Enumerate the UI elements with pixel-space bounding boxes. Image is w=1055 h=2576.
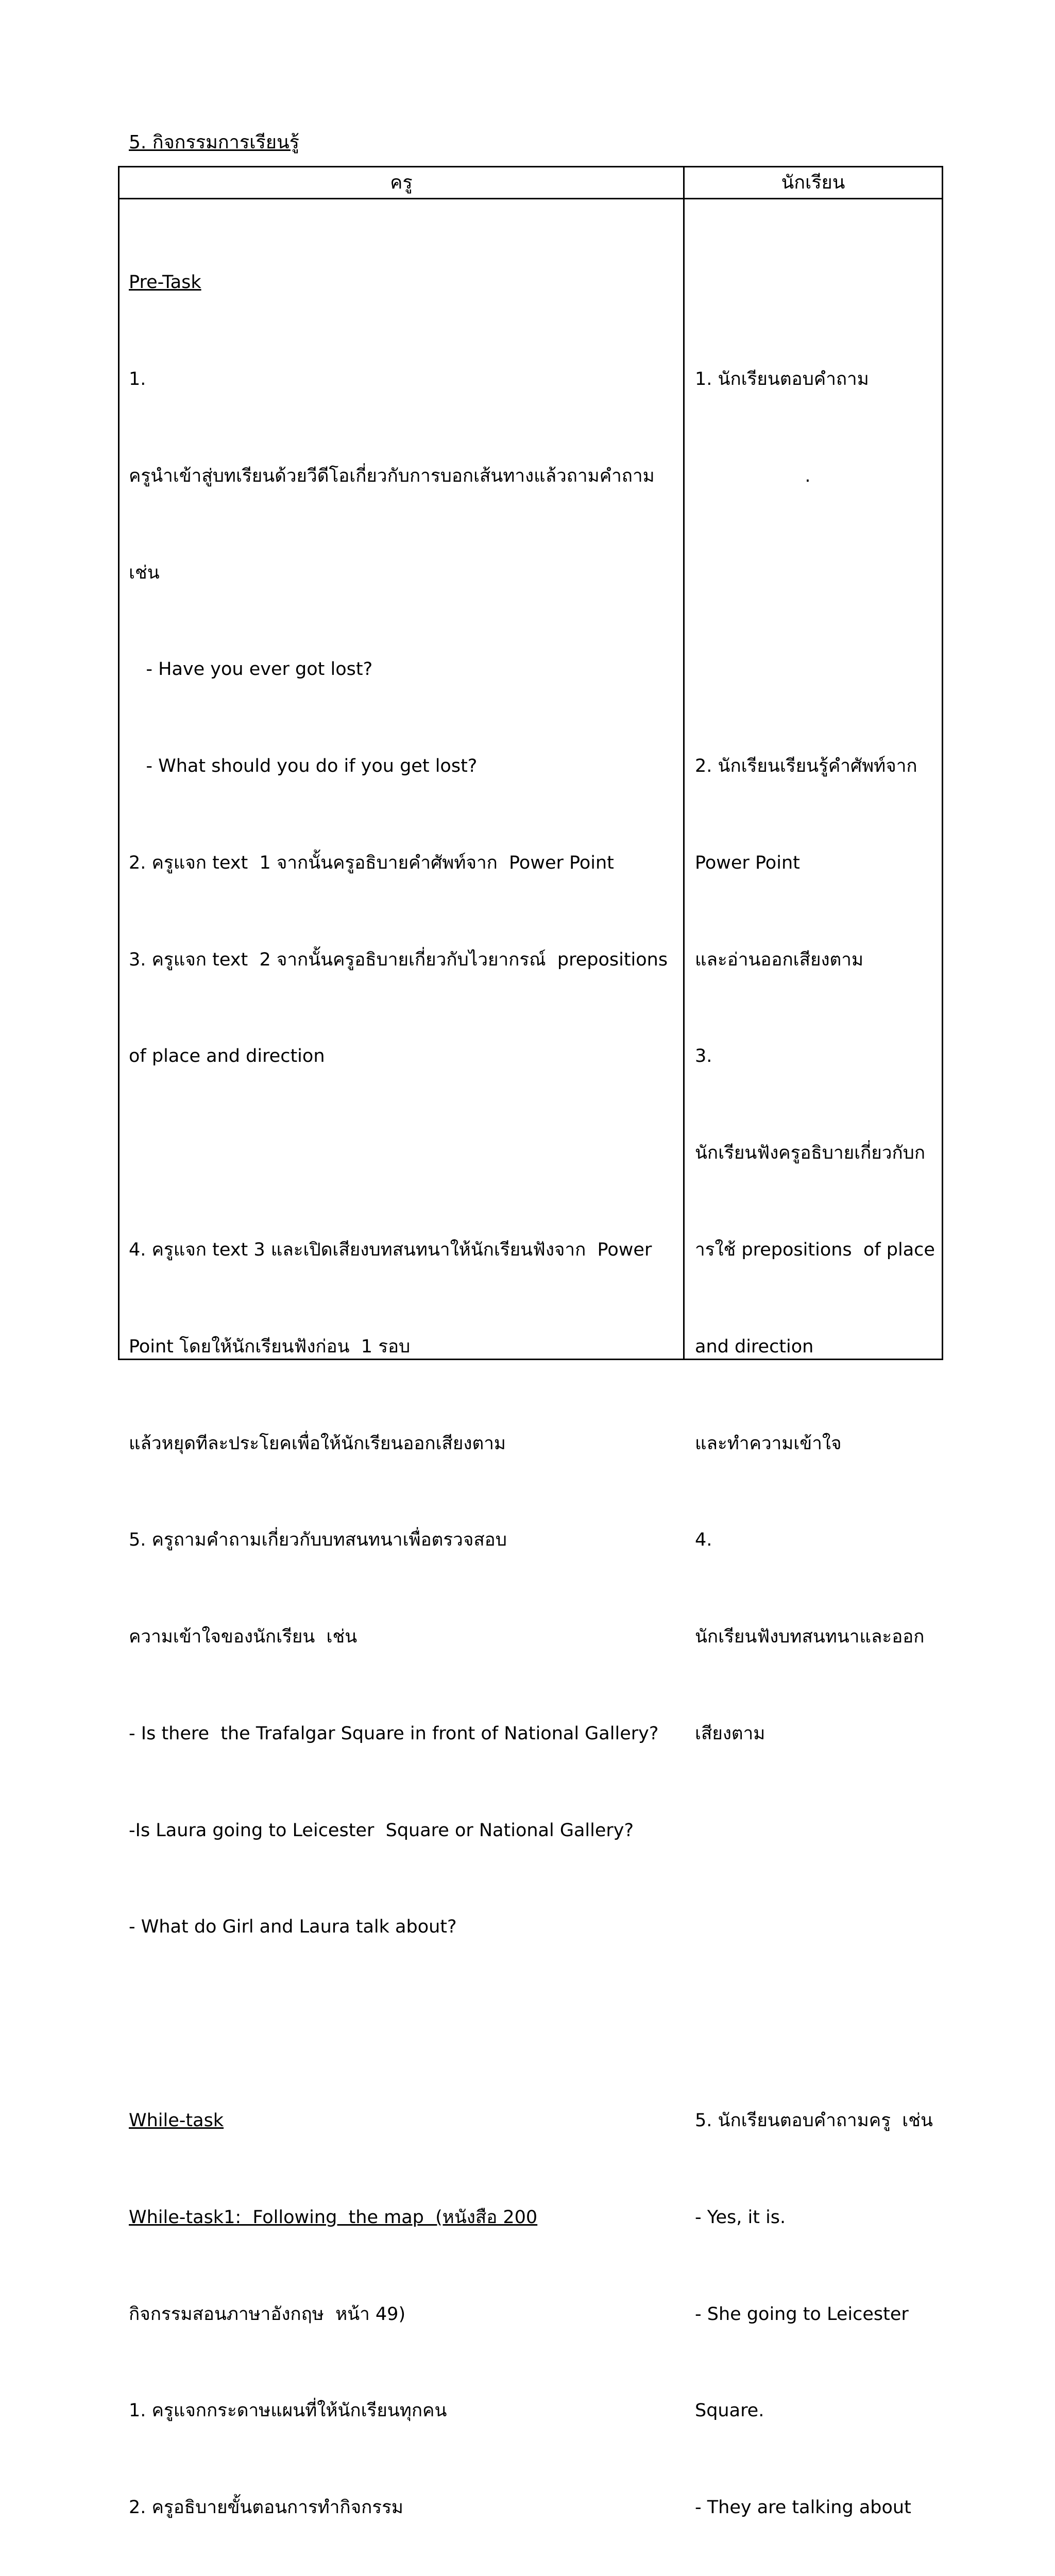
student-line: - She going to Leicester [695, 2303, 909, 2325]
teacher-line: ความเข้าใจของนักเรียน เช่น [129, 1626, 358, 1648]
teacher-line: While-task [129, 2110, 224, 2131]
student-line: - They are talking about [695, 2497, 911, 2518]
teacher-line: While-task1: Following the map (หนังสือ 200 [129, 2207, 538, 2228]
student-line: 3. [695, 1046, 712, 1067]
student-line: 4. [695, 1530, 712, 1551]
header-divider [118, 198, 943, 199]
student-line: - Yes, it is. [695, 2207, 786, 2228]
teacher-line [129, 1137, 680, 1170]
teacher-line: - What do Girl and Laura talk about? [129, 1917, 457, 1938]
student-line [695, 266, 941, 299]
student-line [695, 557, 941, 589]
teacher-line: 2. ครูแจก text 1 จากนั้นครูอธิบายคำศัพท์จาก Power Point [129, 852, 614, 873]
teacher-line: of place and direction [129, 1046, 325, 1067]
student-line: และอ่านออกเสียงตาม [695, 949, 864, 970]
student-line [695, 653, 941, 686]
teacher-line: 1. ครูแจกกระดาษแผนที่ให้นักเรียนทุกคน [129, 2400, 447, 2421]
student-line: 1. นักเรียนตอบคำถาม [695, 368, 869, 389]
teacher-line: 2. ครูอธิบายขั้นตอนการทำกิจกรรม [129, 2497, 403, 2518]
teacher-line: 4. ครูแจก text 3 และเปิดเสียงบทสนทนาให้นักเรียนฟังจาก Power [129, 1240, 652, 1260]
teacher-line: กิจกรรมสอนภาษาอังกฤษ หน้า 49) [129, 2303, 406, 2325]
teacher-line [129, 2008, 680, 2040]
teacher-line: เช่น [129, 562, 160, 583]
student-line: และทำความเข้าใจ [695, 1433, 842, 1454]
teacher-line: Point โดยให้นักเรียนฟังก่อน 1 รอบ [129, 1336, 411, 1357]
teacher-line: 3. ครูแจก text 2 จากนั้นครูอธิบายเกี่ยวกับไวยากรณ์ prepositions [129, 949, 668, 970]
teacher-line: -Is Laura going to Leicester Square or National Gallery? [129, 1820, 634, 1841]
student-line: นักเรียนฟังบทสนทนาและออก [695, 1626, 925, 1648]
student-line [695, 2008, 941, 2040]
student-line: 2. นักเรียนเรียนรู้คำศัพท์จาก [695, 756, 917, 777]
student-line: Square. [695, 2400, 764, 2421]
student-line: นักเรียนฟังครูอธิบายเกี่ยวกับก [695, 1143, 926, 1164]
teacher-line: 5. ครูถามคำถามเกี่ยวกับบทสนทนาเพื่อตรวจสอบ [129, 1530, 507, 1551]
teacher-line: 1. [129, 368, 146, 389]
teacher-line: ครูนำเข้าสู่บทเรียนด้วยวีดีโอเกี่ยวกับการบอกเส้นทางแล้วถามคำถาม [129, 465, 655, 486]
student-line: . [805, 465, 811, 486]
student-line: เสียงตาม [695, 1723, 765, 1744]
teacher-line: Pre-Task [129, 272, 201, 293]
student-line: 5. นักเรียนตอบคำถามครู เช่น [695, 2110, 933, 2131]
student-column-header: นักเรียน [781, 172, 845, 193]
teacher-line: - Is there the Trafalgar Square in front of National Gallery? [129, 1723, 659, 1744]
teacher-column-header: ครู [390, 172, 413, 193]
student-line: Power Point [695, 852, 800, 873]
column-divider [683, 166, 685, 1360]
student-line: and direction [695, 1336, 814, 1357]
teacher-line: - What should you do if you get lost? [129, 756, 478, 777]
student-line [695, 1911, 941, 1943]
student-line: ารใช้ prepositions of place [695, 1240, 935, 1260]
teacher-column [129, 202, 680, 2576]
student-column [695, 202, 941, 2576]
teacher-line: - Have you ever got lost? [129, 659, 373, 680]
section-heading: 5. กิจกรรมการเรียนรู้ [129, 132, 299, 153]
student-line [695, 1815, 941, 1847]
teacher-line: แล้วหยุดทีละประโยคเพื่อให้นักเรียนออกเสียงตาม [129, 1433, 506, 1454]
